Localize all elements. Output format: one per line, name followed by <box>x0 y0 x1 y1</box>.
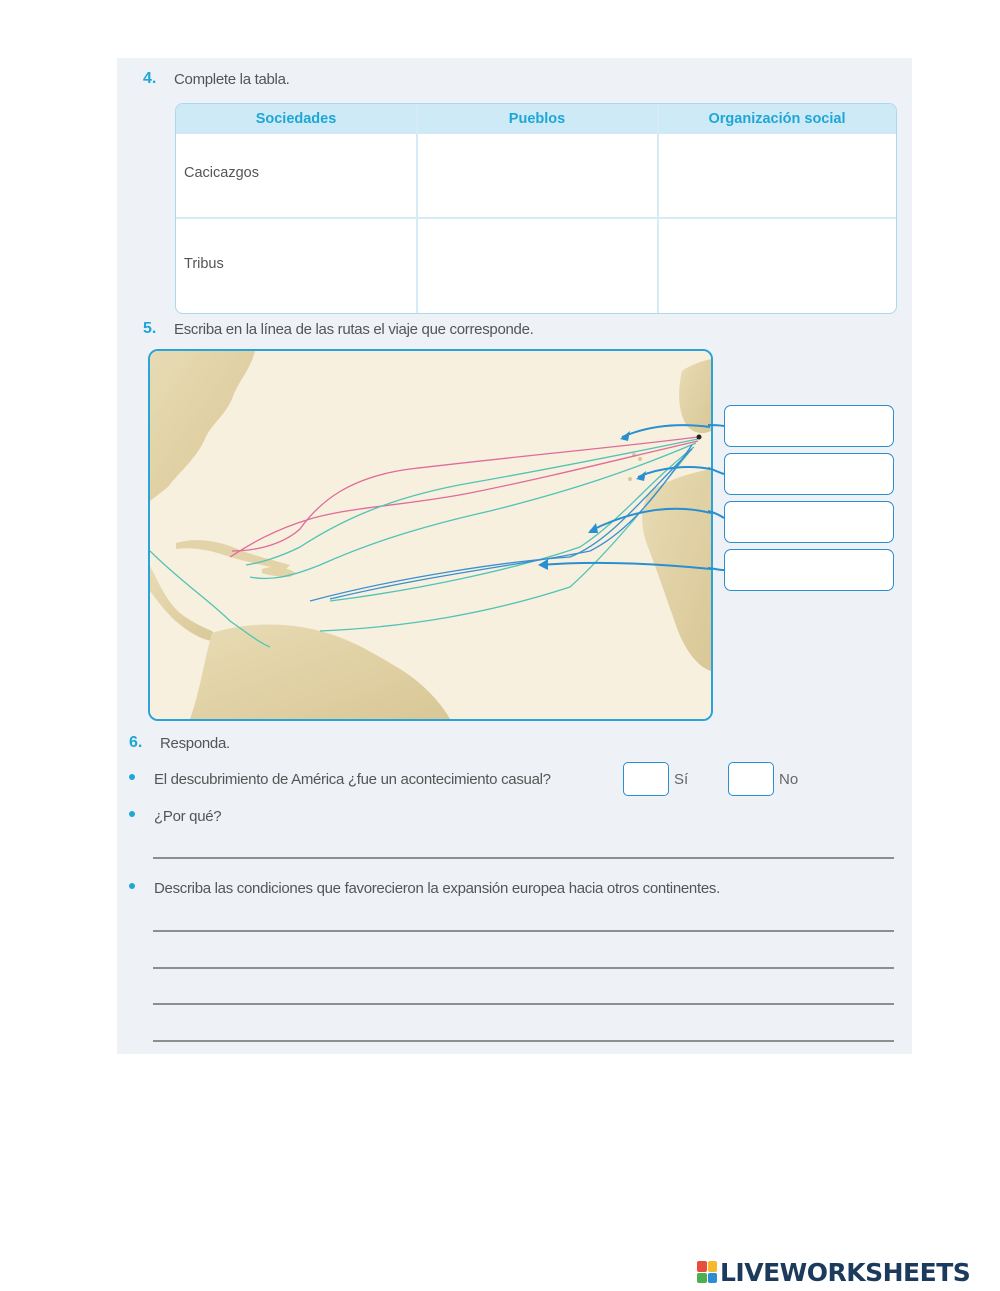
column-divider <box>657 104 659 313</box>
yes-checkbox[interactable] <box>623 762 669 796</box>
route-answer-box-3[interactable] <box>724 501 894 543</box>
logo-text: LIVEWORKSHEETS <box>720 1257 971 1287</box>
answer-line-conditions-4[interactable] <box>153 1040 894 1042</box>
route-answer-box-1[interactable] <box>724 405 894 447</box>
connector-2 <box>708 468 724 474</box>
connector-4 <box>708 568 724 570</box>
question-6-item-3: Describa las condiciones que favorecieron la expansión europea hacia otros continentes. <box>154 880 720 897</box>
no-label: No <box>779 771 799 788</box>
question-5-text: Escriba en la línea de las rutas el viaje que corresponde. <box>174 321 534 338</box>
yes-label: Sí <box>674 771 689 788</box>
question-6-number: 6. <box>129 734 143 751</box>
question-4-number: 4. <box>143 70 157 87</box>
cell-cacicazgos-organizacion[interactable] <box>660 136 894 216</box>
liveworksheets-logo <box>697 1258 970 1286</box>
header-sociedades: Sociedades <box>255 111 337 127</box>
no-checkbox[interactable] <box>728 762 774 796</box>
answer-line-porque[interactable] <box>153 857 894 859</box>
cell-cacicazgos-pueblos[interactable] <box>419 136 655 216</box>
row-label-cacicazgos: Cacicazgos <box>184 165 259 181</box>
question-6-text: Responda. <box>160 735 230 752</box>
header-pueblos: Pueblos <box>508 111 566 127</box>
atlantic-routes-map <box>148 349 713 721</box>
question-6-item-2: ¿Por qué? <box>154 808 222 825</box>
route-answer-box-4[interactable] <box>724 549 894 591</box>
row-label-tribus: Tribus <box>184 256 224 272</box>
column-divider <box>416 104 418 313</box>
route-answer-box-2[interactable] <box>724 453 894 495</box>
bullet-icon <box>129 811 135 817</box>
connector-3 <box>708 511 724 518</box>
answer-line-conditions-3[interactable] <box>153 1003 894 1005</box>
bullet-icon <box>129 883 135 889</box>
answer-line-conditions-1[interactable] <box>153 930 894 932</box>
connector-1 <box>708 425 724 426</box>
cell-tribus-organizacion[interactable] <box>660 220 894 310</box>
question-5-number: 5. <box>143 320 157 337</box>
question-6-item-1: El descubrimiento de América ¿fue un acontecimiento casual? <box>154 771 551 788</box>
answer-line-conditions-2[interactable] <box>153 967 894 969</box>
cape-verde-island <box>628 477 632 481</box>
header-organizacion-social: Organización social <box>708 111 846 127</box>
question-4-text: Complete la tabla. <box>174 71 290 88</box>
canary-island <box>638 457 642 461</box>
liveworksheets-logo-icon <box>697 1261 717 1283</box>
map-svg <box>150 351 711 719</box>
societies-table <box>175 103 897 314</box>
bullet-icon <box>129 774 135 780</box>
row-divider <box>176 217 896 219</box>
cell-tribus-pueblos[interactable] <box>419 220 655 310</box>
